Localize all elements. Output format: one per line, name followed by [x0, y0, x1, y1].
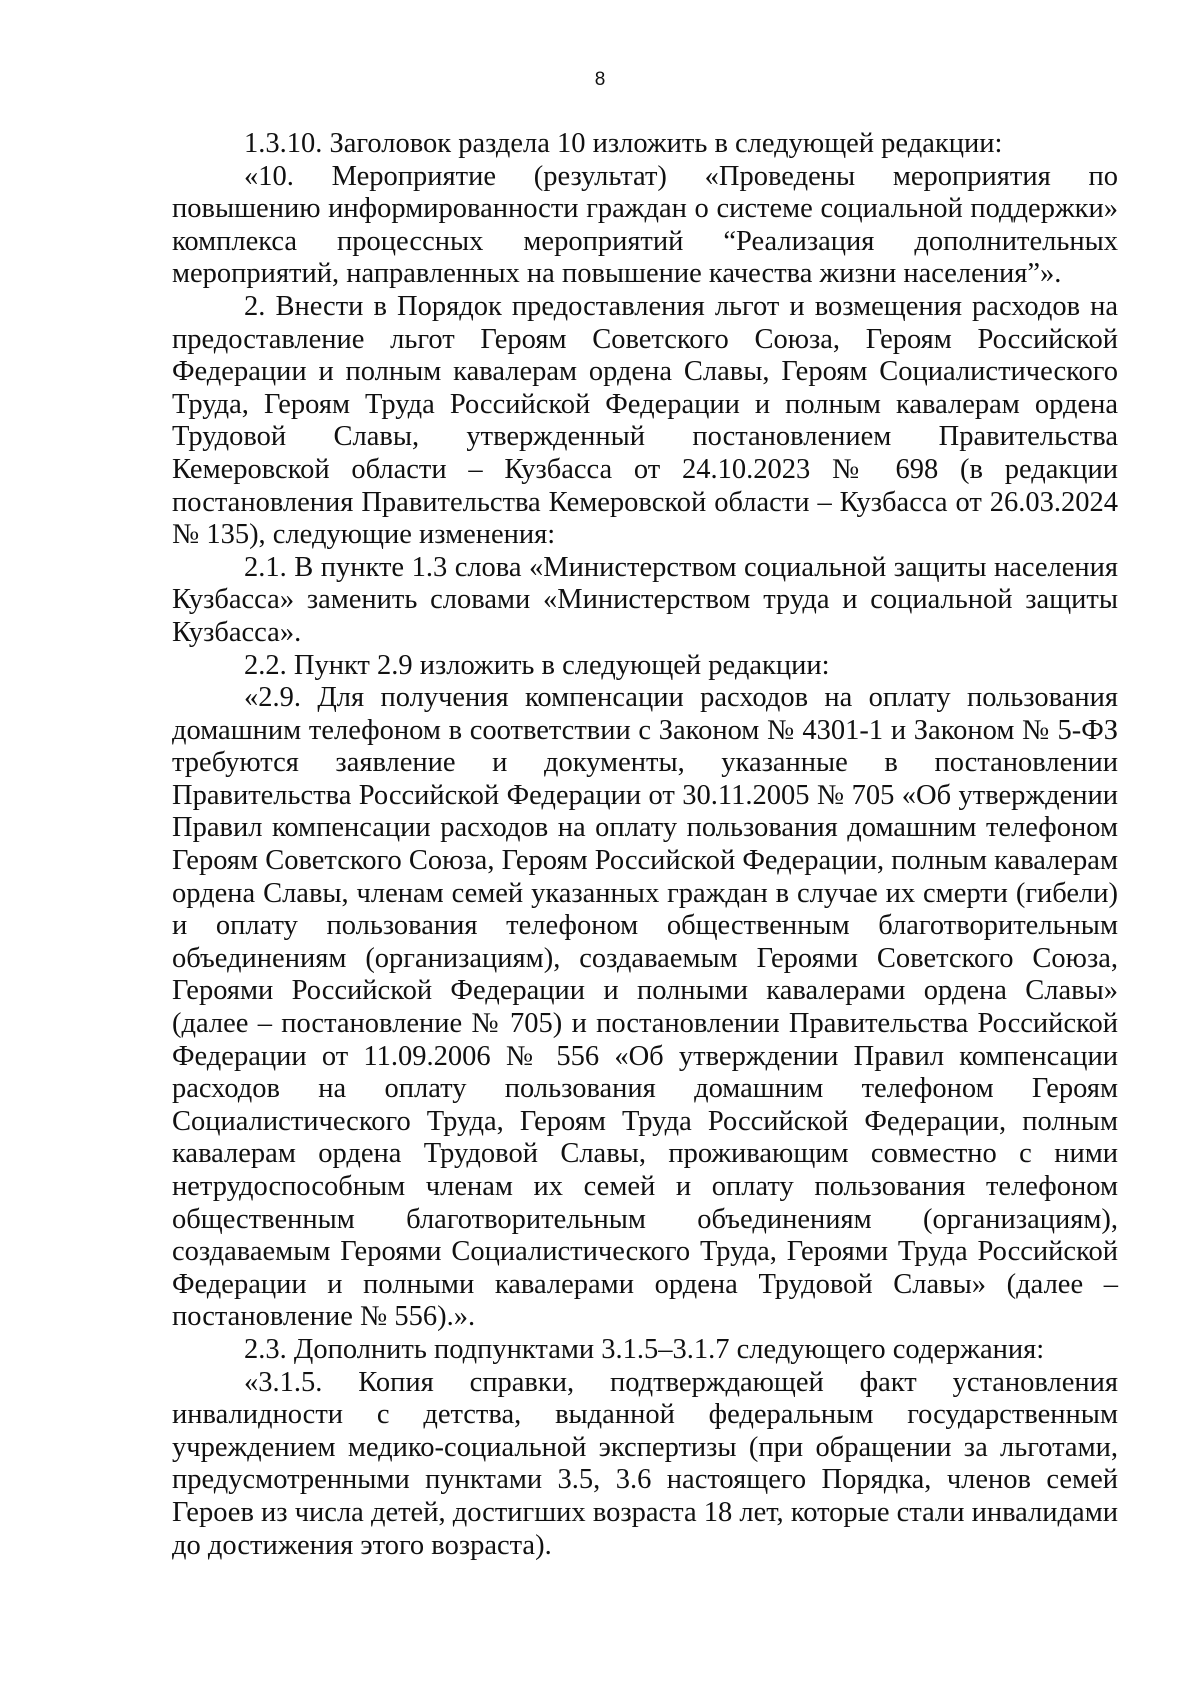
page-number: 8	[594, 69, 606, 90]
paragraph-2-1: 2.1. В пункте 1.3 слова «Министерством социальной защиты населения Кузбасса» заменить словами «Министерством труда и социальной защиты Кузбасса».	[172, 551, 1118, 648]
paragraph-1-3-10: 1.3.10. Заголовок раздела 10 изложить в следующей редакции:	[244, 128, 1003, 159]
paragraph-section-10-title: «10. Мероприятие (результат) «Проведены мероприятия по повышению информированности граждан о системе социальной поддержки» комплекса процессных мероприятий “Реализация дополнительных мероприятий, направленных на повышение качества жизни населения”».	[172, 160, 1118, 290]
paragraph-2-3: 2.3. Дополнить подпунктами 3.1.5–3.1.7 следующего содержания:	[244, 1333, 1045, 1365]
paragraph-2-2: 2.2. Пункт 2.9 изложить в следующей редакции:	[244, 649, 830, 681]
paragraph-2: 2. Внести в Порядок предоставления льгот и возмещения расходов на предоставление льгот Героям Советского Союза, Героям Российской Федерации и полным кавалерам ордена Славы, Героям Социалистического Труда, Героям Труда Российской Федерации и полным кавалерам ордена Трудовой Славы, утвержденный постановлением Правительства Кемеровской области – Кузбасса от 24.10.2023 № 698 (в редакции постановления Правительства Кемеровской области – Кузбасса от 26.03.2024 № 135), следующие изменения:	[172, 290, 1118, 551]
paragraph-2-9: «2.9. Для получения компенсации расходов на оплату пользования домашним телефоном в соответствии с Законом № 4301-1 и Законом № 5-ФЗ требуются заявление и документы, указанные в постановлении Правительства Российской Федерации от 30.11.2005 № 705 «Об утверждении Правил компенсации расходов на оплату пользования домашним телефоном Героям Советского Союза, Героям Российской Федерации, полным кавалерам ордена Славы, членам семей указанных граждан в случае их смерти (гибели) и оплату пользования телефоном общественным благотворительным объединениям (организациям), создаваемым Героями Советского Союза, Героями Российской Федерации и полными кавалерами ордена Славы» (далее – постановление № 705) и постановлении Правительства Российской Федерации от 11.09.2006 № 556 «Об утверждении Правил компенсации расходов на оплату пользования домашним телефоном Героям Социалистического Труда, Героям Труда Российской Федерации, полным кавалерам ордена Трудовой Славы, проживающим совместно с ними нетрудоспособным членам их семей и оплату пользования телефоном общественным благотворительным объединениям (организациям), создаваемым Героями Социалистического Труда, Героями Труда Российской Федерации и полными кавалерами ордена Трудовой Славы» (далее – постановление № 556).».	[172, 682, 1118, 1333]
paragraph-3-1-5: «3.1.5. Копия справки, подтверждающей факт установления инвалидности с детства, выданной федеральным государственным учреждением медико-социальной экспертизы (при обращении за льготами, предусмотренными пунктами 3.5, 3.6 настоящего Порядка, членов семей Героев из числа детей, достигших возраста 18 лет, которые стали инвалидами до достижения этого возраста).	[172, 1366, 1118, 1561]
document-body	[172, 128, 1118, 1562]
